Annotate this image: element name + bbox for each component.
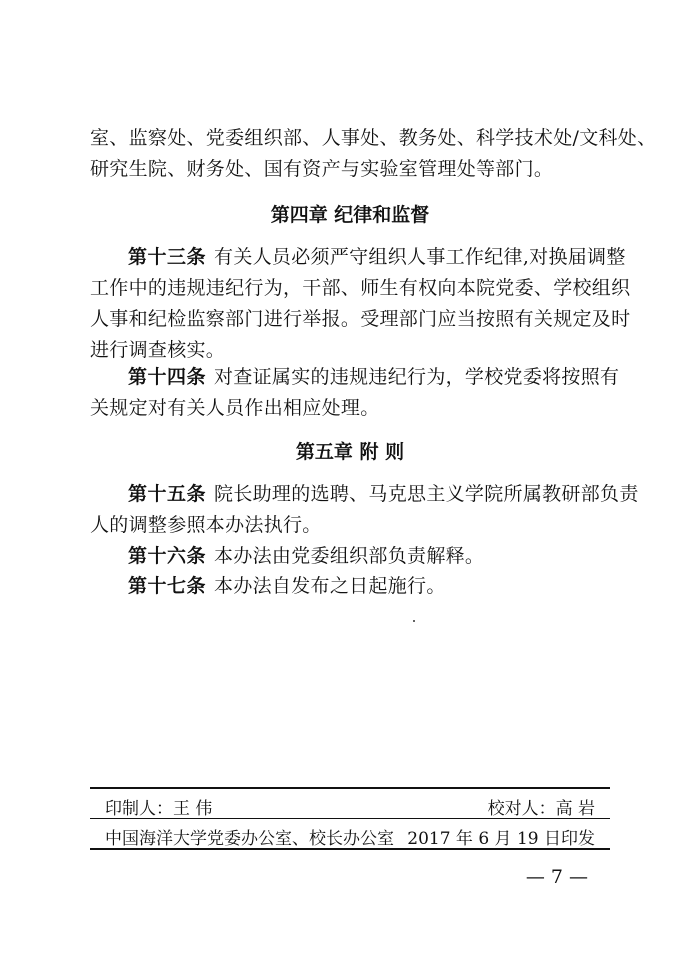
scan-speck [413, 620, 415, 622]
footer-row-signatures [105, 794, 595, 819]
article-label: 第十五条 [128, 483, 207, 505]
article-label: 第十六条 [128, 545, 207, 567]
text-line: 本办法自发布之日起施行。 [214, 575, 446, 597]
text-line: 人事和纪检监察部门进行举报。受理部门应当按照有关规定及时 [90, 308, 631, 330]
text-line: 对查证属实的违规违纪行为，学校党委将按照有 [214, 366, 620, 388]
text-line: 院长助理的选聘、马克思主义学院所属教研部负责 [214, 483, 639, 505]
article-label: 第十四条 [128, 366, 207, 388]
text-line: 研究生院、财务处、国有资产与实验室管理处等部门。 [90, 158, 554, 180]
text-line: 室、监察处、党委组织部、人事处、教务处、科学技术处/文科处、 [90, 127, 657, 149]
proofreader-label: 校对人：高 岩 [487, 799, 595, 819]
printer-label: 印制人：王 伟 [105, 799, 213, 819]
issue-date: 2017 年 6 月 19 日印发 [407, 829, 595, 849]
footer-middle-rule [90, 818, 610, 819]
continuation-paragraph [90, 123, 657, 185]
footer-bottom-rule [90, 848, 610, 850]
article-label: 第十三条 [128, 246, 207, 268]
text-line: 关规定对有关人员作出相应处理。 [90, 397, 380, 419]
text-line: 进行调查核实。 [90, 339, 226, 361]
article-15 [90, 479, 639, 541]
article-13 [90, 242, 631, 366]
text-line: 人的调整参照本办法执行。 [90, 514, 322, 536]
page-number: — 7 — [525, 866, 588, 888]
article-17 [90, 571, 610, 602]
article-14 [90, 362, 620, 424]
footer-row-issuer [105, 824, 595, 849]
text-line: 本办法由党委组织部负责解释。 [214, 545, 485, 567]
footer-top-rule [90, 787, 610, 789]
text-line: 工作中的违规违纪行为，干部、师生有权向本院党委、学校组织 [90, 277, 631, 299]
chapter-heading: 第四章 纪律和监督 [270, 204, 430, 226]
issuer-name: 中国海洋大学党委办公室、校长办公室 [105, 829, 394, 849]
chapter-heading: 第五章 附 则 [295, 441, 405, 463]
article-label: 第十七条 [128, 575, 207, 597]
article-16 [90, 541, 610, 572]
text-line: 有关人员必须严守组织人事工作纪律,对换届调整 [214, 246, 626, 268]
